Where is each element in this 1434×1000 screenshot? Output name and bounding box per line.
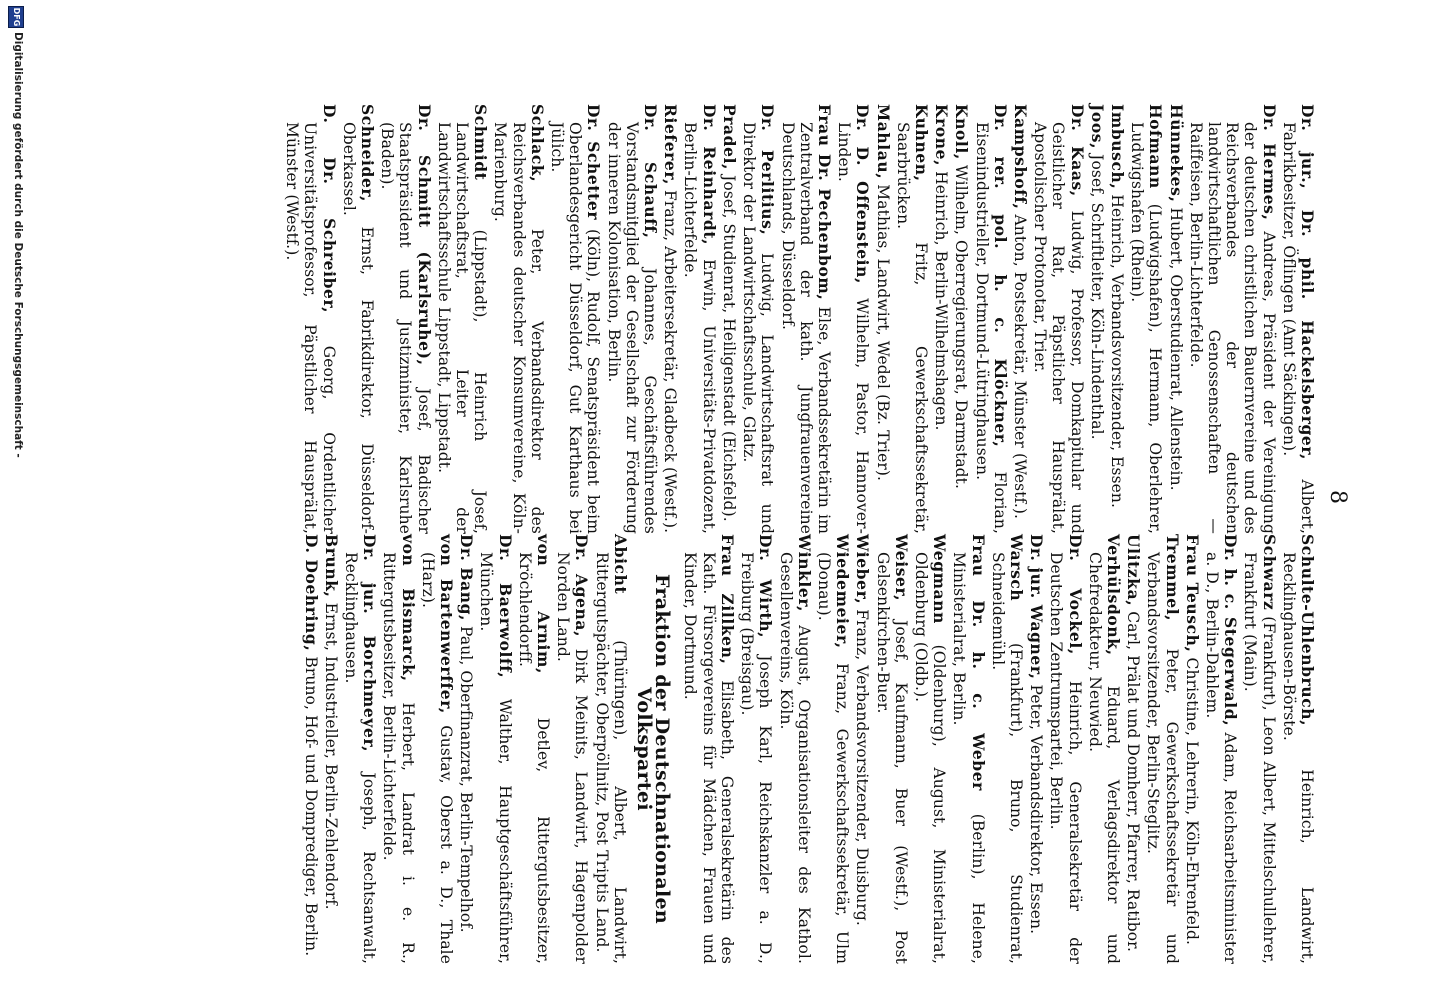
member-details: Heinrich, Berlin-Wilhelmshagen. xyxy=(932,166,951,431)
member-entry xyxy=(778,104,833,534)
member-name: Dr. jur. Wagner, xyxy=(1027,534,1047,680)
left-column xyxy=(281,104,1316,534)
member-details: Fritz, Gewerkschaftssekretär, Saarbrücken. xyxy=(893,122,930,534)
member-name: Mahlau, xyxy=(873,104,893,180)
member-name: Schwarz xyxy=(1259,534,1279,611)
member-name: Dr. Wirth, xyxy=(756,534,776,639)
member-entry xyxy=(380,534,416,964)
member-entry xyxy=(681,104,717,534)
footer-text: Digitalisierung gefördert durch die Deutsche Forschungsgemeinschaft - xyxy=(12,32,24,458)
member-name: Dr. Hermes, xyxy=(1259,104,1279,221)
member-name: Frau Dr. h. c. Weber xyxy=(968,534,988,791)
member-name: Abicht xyxy=(610,534,630,595)
member-entry xyxy=(1108,104,1126,534)
member-details: Peter, Verbandsdirektor, Essen. xyxy=(1027,679,1046,935)
member-name: Dr. Bang, xyxy=(457,534,477,622)
member-name: Schneider, xyxy=(358,104,378,203)
member-entry xyxy=(592,534,628,964)
member-entry xyxy=(873,534,909,964)
member-entry xyxy=(912,534,948,964)
member-entry xyxy=(340,104,376,534)
member-entry xyxy=(548,104,603,534)
dfg-logo xyxy=(8,6,24,28)
member-entry xyxy=(419,534,455,964)
member-name: Hofmann xyxy=(1146,104,1166,189)
page-number: 8 xyxy=(1325,490,1350,504)
member-name: Frau Zillken, xyxy=(717,534,737,665)
member-name: Frau Dr. Pechenbom, xyxy=(814,104,834,301)
member-entry xyxy=(989,534,1025,964)
member-entry xyxy=(477,534,513,964)
member-name: Pradel, xyxy=(719,104,739,171)
member-details: Paul, Oberfinanzrat, Berlin-Tempelhof. xyxy=(457,621,476,933)
member-details: Eduard, Verlagsdirektor und Chefredakteur, Neuwied. xyxy=(1085,552,1122,964)
member-name: Dr. rer. pol. h. c. Klöckner, xyxy=(990,104,1010,448)
member-entry xyxy=(1280,104,1316,534)
member-name: Winkler, xyxy=(794,534,814,613)
member-details: Johannes, Geschäftsführendes Vorstandsmitglied der Gesellschaft zur Förderung der inneren Kolonisation, Berlin. xyxy=(604,122,660,534)
member-entry xyxy=(378,104,433,534)
member-name: Krone, xyxy=(932,104,952,167)
member-details: Ludwig, Professor, Domkapitular und Geistlicher Rat, Päpstlicher Hausprälat, Apostolischer Protonotar, Trier. xyxy=(1031,122,1086,534)
member-details: Andreas, Präsident der Vereinigung der deutschen christlichen Bauernvereine und des Reichsverbandes der deutschen landwirtschaftlichen Genossenschaften — Raiffeisen, Berlin-Lichterfelde. xyxy=(1186,122,1278,534)
member-details: Else, Verbandssekretärin im Zentralverband der kath. Jungfrauenvereine Deutschlands, Düsseldorf. xyxy=(778,122,833,534)
member-details: Bruno, Hof- und Domprediger, Berlin. xyxy=(301,651,320,957)
member-details: Josef, Badischer Staatspräsident und Justizminister, Karlsruhe (Baden). xyxy=(378,122,433,534)
member-details: Franz, Arbeitersekretär, Gladbeck (Westf.). xyxy=(661,185,680,534)
member-name: Dr. Schauff, xyxy=(641,104,661,239)
member-name: Imbusch, xyxy=(1107,104,1127,190)
member-entry xyxy=(835,104,871,534)
member-details: Franz, Verbandsvorsitzender, Duisburg. xyxy=(853,604,872,926)
member-entry xyxy=(1086,534,1122,964)
member-name: Dr. jur. Borchmeyer, xyxy=(360,534,380,753)
member-name: Dr. Kaas, xyxy=(1067,104,1087,197)
member-name: Dr. Schetter xyxy=(584,104,604,221)
member-entry xyxy=(950,534,986,964)
member-entry xyxy=(1011,104,1029,534)
member-details: Franz, Gewerkschaftssekretär, Ulm (Donau). xyxy=(814,552,852,964)
member-entry xyxy=(342,534,378,964)
member-entry xyxy=(1183,534,1201,964)
member-entry xyxy=(1144,534,1180,964)
member-name: Dr. Perlitius, xyxy=(758,104,778,236)
member-name: Dr. Baerwolff, xyxy=(495,534,515,679)
member-name: D. Dr. Schreiber, xyxy=(319,104,339,314)
member-entry xyxy=(1088,104,1106,534)
member-name: Weiser, xyxy=(891,534,911,602)
member-name: Wieber, xyxy=(853,534,873,605)
member-entry xyxy=(1203,534,1239,964)
member-details: Dirk Meinits, Landwirt, Hagenpolder Norden Land. xyxy=(554,552,591,964)
member-entry xyxy=(738,534,774,964)
member-entry xyxy=(815,534,851,964)
member-entry xyxy=(776,534,812,964)
member-entry xyxy=(1047,534,1083,964)
member-details: Ernst, Fabrikdirektor, Düsseldorf-Oberkassel. xyxy=(339,122,377,534)
member-details: Adam, Reichsarbeitsminister a. D., Berlin-Dahlem. xyxy=(1202,552,1240,964)
member-name: von Bismarck, xyxy=(398,534,418,682)
right-column-entries-dnvp xyxy=(301,534,628,964)
member-name: Wiedemeier, xyxy=(833,534,853,649)
member-entry xyxy=(301,534,319,964)
member-details: (Lippstadt), Heinrich Josef, Landwirtschaftsrat, Leiter der Landwirtschaftsschule Lippstadt, Lippstadt. xyxy=(434,122,490,534)
member-entry xyxy=(1128,104,1164,534)
member-entry xyxy=(972,104,1008,534)
member-name: Tremmel, xyxy=(1162,534,1182,622)
member-name: Dr. Agena, xyxy=(572,534,592,638)
member-name: Kuhnen, xyxy=(911,104,931,182)
member-name: Warsch xyxy=(1006,534,1026,602)
member-name: D. Doehring, xyxy=(301,534,321,652)
member-details: Josef, Kaufmann, Buer (Westf.), Post Gelsenkirchen-Buer. xyxy=(873,552,910,964)
member-details: Florian, Eisenindustrieller, Dortmund-Lütringhausen. xyxy=(972,122,1009,535)
member-details: (Frankfurt), Bruno, Studienrat, Schneidemühl. xyxy=(988,552,1025,964)
member-entry xyxy=(681,534,736,964)
member-details: Heinrich, Landwirt, Recklinghausen-Börste. xyxy=(1279,552,1316,964)
member-details: Wilhelm, Oberregierungsrat, Darmstadt. xyxy=(952,159,971,490)
member-details: Erwin, Universitäts-Privatdozent, Berlin-Lichterfelde. xyxy=(681,122,718,534)
member-details: August, Organisationsleiter des Kathol. Gesellenvereins, Köln. xyxy=(776,552,813,964)
member-details: Peter, Gewerkschaftssekretär und Verbandsvorsitzender, Berlin-Steglitz. xyxy=(1144,552,1181,964)
member-entry xyxy=(322,534,340,964)
member-entry xyxy=(873,104,891,534)
member-name: Schlack, xyxy=(527,104,547,183)
dfg-logo-text: DFG xyxy=(12,7,21,27)
member-entry xyxy=(1124,534,1142,964)
member-entry xyxy=(932,104,950,534)
member-name: Schmidt xyxy=(471,104,491,181)
member-name: von Arnim, xyxy=(534,534,554,674)
member-details: Wilhelm, Pastor, Hannover-Linden. xyxy=(835,122,872,534)
member-entry xyxy=(1166,104,1184,534)
member-details: Detlev, Rittergutsbesitzer, Kröchlendorff. xyxy=(515,552,553,964)
member-name: von Bartenwerffer, xyxy=(437,534,457,714)
member-name: Knoll, xyxy=(952,104,972,160)
member-details: Walther, Hauptgeschäftsführer, München. xyxy=(477,552,514,965)
member-details: Josef, Studienrat, Heiligenstadt (Eichsfeld). xyxy=(719,170,738,522)
right-column xyxy=(299,534,1316,964)
member-entry xyxy=(740,104,776,534)
digitization-footer xyxy=(0,0,28,1000)
member-name: Brunk, xyxy=(321,534,341,598)
member-entry xyxy=(952,104,970,534)
member-name: Joos, xyxy=(1087,104,1107,150)
member-details: Heinrich, Generalsekretär der Deutschen Zentrumspartei, Berlin. xyxy=(1047,552,1084,965)
right-column-entries-centre xyxy=(681,534,1316,964)
member-entry xyxy=(1241,534,1277,964)
member-details: (Frankfurt), Leon Albert, Mittelschullehrer, Frankfurt (Main). xyxy=(1241,552,1278,964)
member-details: Joseph Karl, Reichskanzler a. D., Freiburg (Breisgau). xyxy=(738,552,775,964)
member-name: Dr. D. Offenstein, xyxy=(853,104,873,285)
member-name: Dr. jur., Dr. phil. Hackelsberger, xyxy=(1298,104,1317,460)
member-entry xyxy=(516,534,552,964)
member-entry xyxy=(457,534,475,964)
member-entry xyxy=(1027,534,1045,964)
member-name: Frau Teusch, xyxy=(1182,534,1202,653)
member-name: Dr. Reinhardt, xyxy=(699,104,719,246)
member-name: Ulitzka, xyxy=(1124,534,1144,607)
member-name: Dr. Schmitt (Karlsruhe), xyxy=(414,104,434,366)
member-details: Heinrich, Verbandsvorsitzender, Essen. xyxy=(1107,189,1126,509)
member-entry xyxy=(435,104,490,534)
member-entry xyxy=(1031,104,1086,534)
member-name: Schulte-Uhlenbruch, xyxy=(1298,534,1317,727)
member-entry xyxy=(853,534,871,964)
member-entry xyxy=(283,104,338,534)
member-entry xyxy=(894,104,930,534)
member-details: Josef, Schriftleiter, Köln-Lindenthal. xyxy=(1087,149,1106,440)
member-details: Hubert, Oberstudienrat, Allenstein. xyxy=(1166,202,1185,491)
member-entry xyxy=(661,104,679,534)
member-details: (Oldenburg), August, Ministerialrat, Oldenburg (Oldb.). xyxy=(911,552,949,964)
member-details: (Ludwigshafen), Hermann, Oberlehrer, Ludwigshafen (Rhein). xyxy=(1128,122,1165,534)
member-entry xyxy=(554,534,590,964)
member-details: Ernst, Industrieller, Berlin-Zehlendorf. xyxy=(321,597,340,910)
member-details: Elisabeth, Generalsekretärin des Kath. Fürsorgevereins für Mädchen, Frauen und Kinder, Dortmund. xyxy=(681,552,736,964)
member-details: (Köln), Rudolf, Senatspräsident beim Oberlandesgericht Düsseldorf, Gut Karthaus bei Jülich. xyxy=(548,122,603,535)
member-details: Georg, Ordentlicher Universitätsprofessor, Päpstlicher Hausprälat, Münster (Westf.). xyxy=(283,122,338,534)
member-entry xyxy=(491,104,546,534)
member-details: Gustav, Oberst a. D., Thale (Harz). xyxy=(418,552,456,964)
member-details: Mathias, Landwirt, Wedel (Bz. Trier). xyxy=(873,179,892,482)
member-details: Joseph, Rechtsanwalt, Recklinghausen. xyxy=(342,552,379,964)
member-name: Hünnekes, xyxy=(1166,104,1186,203)
member-details: Carl, Prälat und Domherr, Pfarrer, Ratibor. xyxy=(1124,606,1143,953)
member-details: Peter, Verbandsdirektor des Reichsverbandes deutscher Konsumvereine, Köln-Marienburg. xyxy=(491,122,546,534)
member-name: Verhülsdonk, xyxy=(1103,534,1123,656)
member-details: Anton, Postsekretär, Münster (Westf.). xyxy=(1010,209,1029,520)
member-name: Rieferer, xyxy=(661,104,681,186)
member-entry xyxy=(720,104,738,534)
member-entry xyxy=(604,104,659,534)
member-details: (Berlin), Helene, Ministerialrat, Berlin. xyxy=(950,552,987,964)
member-entry xyxy=(1280,534,1316,964)
member-name: Dr. Vockel, xyxy=(1065,534,1085,655)
section-heading: Fraktion der Deutschnationalen Volkspartei xyxy=(633,573,674,924)
member-details: (Thüringen), Albert, Landwirt, Rittergutspächter, Oberpöllnitz, Post Triptis Land. xyxy=(592,552,629,964)
member-name: Kampshoff, xyxy=(1010,104,1030,210)
member-details: Herbert, Landrat i. e. R., Rittergutsbesitzer, Berlin-Lichterfelde. xyxy=(380,552,417,964)
member-details: Ludwig, Landwirtschaftsrat und Direktor der Landwirtschaftsschule, Glatz. xyxy=(740,122,777,534)
member-name: Wegmann xyxy=(930,534,950,625)
member-entry xyxy=(1187,104,1278,534)
member-details: Christine, Lehrerin, Köln-Ehrenfeld. xyxy=(1182,652,1201,946)
member-details: Albert, Fabrikbesitzer, Öflingen (Amt Säckingen). xyxy=(1279,122,1316,534)
member-name: Dr. h. c. Stegerwald, xyxy=(1221,534,1241,727)
